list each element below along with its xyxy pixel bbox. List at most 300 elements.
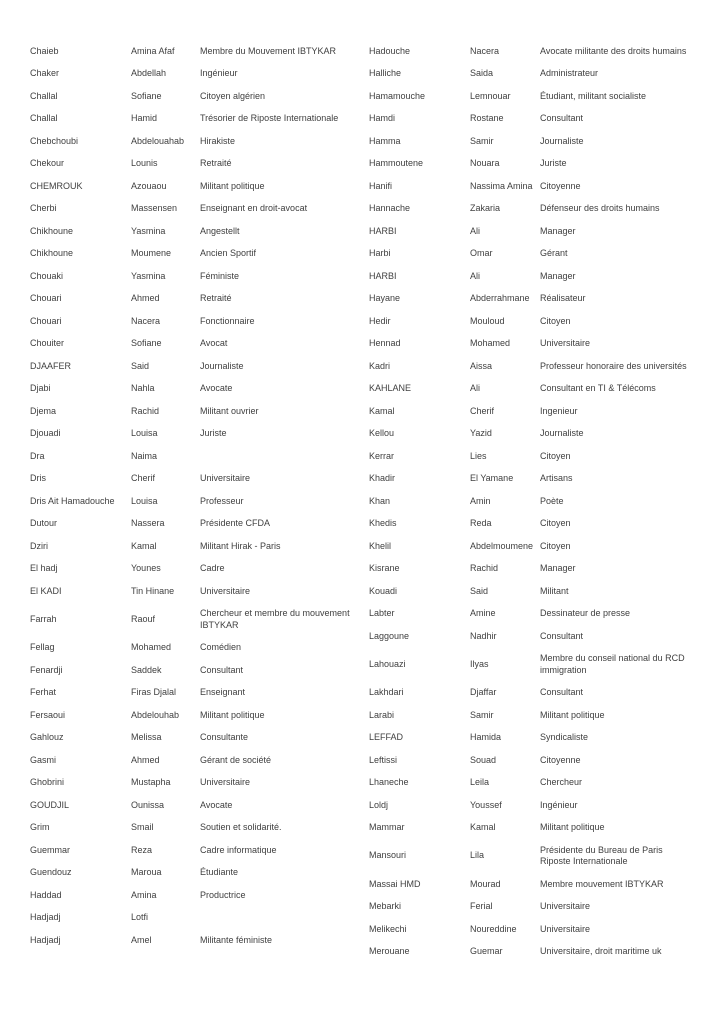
table-row [369, 648, 697, 682]
description-cell: Consultante [200, 732, 249, 742]
last-name-cell: Lahouazi [369, 658, 406, 669]
last-name-cell: Hamma [369, 135, 401, 146]
last-name-cell: Hadouche [369, 45, 411, 56]
description-cell: Syndicaliste [540, 732, 589, 742]
first-name-cell: Omar [470, 248, 493, 258]
last-name-cell: Gahlouz [30, 732, 64, 742]
first-name-cell: Rachid [470, 563, 499, 573]
last-name-cell: Kouadi [369, 585, 398, 596]
description-cell: Artisans [540, 473, 573, 483]
first-name-cell: Nadhir [470, 630, 497, 641]
first-name-cell: Abdelmoumene [470, 540, 534, 551]
first-name-cell: Rachid [131, 405, 160, 416]
first-name-cell: Abdelouhab [131, 709, 180, 720]
first-name-cell: Amina [131, 889, 157, 900]
description-cell: Manager [540, 270, 576, 281]
last-name-cell: Kerrar [369, 450, 395, 461]
last-name-cell: Chaker [30, 68, 60, 78]
description-cell: Poète [540, 495, 564, 506]
table-row [30, 445, 356, 468]
last-name-cell: Melikechi [369, 923, 407, 934]
table-row [30, 513, 356, 536]
table-row [369, 603, 697, 626]
first-name-cell: Nacera [131, 315, 161, 326]
last-name-cell: Djema [30, 405, 57, 416]
description-cell: Universitaire [540, 901, 591, 911]
description-cell: Journaliste [540, 428, 584, 438]
description-cell: Citoyenne [540, 180, 581, 191]
last-name-cell: HARBI [369, 270, 397, 281]
first-name-cell: Nacera [470, 45, 500, 56]
first-name-cell: Abdellah [131, 68, 167, 78]
last-name-cell: DJAAFER [30, 360, 72, 371]
last-name-cell: Fenardji [30, 664, 63, 675]
description-cell: Enseignant en droit-avocat [200, 203, 308, 213]
last-name-cell: Mebarki [369, 901, 402, 911]
table-row [369, 153, 697, 176]
first-name-cell: Saida [470, 68, 494, 78]
description-cell: Hirakiste [200, 135, 236, 146]
last-name-cell: HARBI [369, 225, 397, 236]
description-cell: Citoyen [540, 518, 571, 528]
description-cell: Fonctionnaire [200, 315, 255, 326]
first-name-cell: Hamid [131, 113, 158, 123]
first-name-cell: Mohamed [470, 338, 511, 348]
last-name-cell: Guemmar [30, 844, 71, 855]
description-cell: Militant politique [200, 180, 265, 191]
first-name-cell: Said [131, 360, 150, 371]
first-name-cell: Mustapha [131, 777, 171, 787]
description-cell: Universitaire [200, 777, 251, 787]
table-row [30, 378, 356, 401]
last-name-cell: Dutour [30, 518, 58, 528]
last-name-cell: Farrah [30, 613, 57, 624]
description-cell: Professeur [200, 495, 244, 506]
first-name-cell: Azouaou [131, 180, 167, 191]
first-name-cell: Abderrahmane [470, 293, 530, 303]
description-cell: Ancien Sportif [200, 248, 257, 258]
description-cell: Cadre [200, 563, 225, 573]
table-row [369, 918, 697, 941]
table-row [369, 896, 697, 919]
first-name-cell: El Yamane [470, 473, 514, 483]
description-cell: Avocate militante des droits humains [540, 45, 687, 56]
table-row [30, 862, 356, 885]
table-row [369, 85, 697, 108]
description-cell: Retraité [200, 293, 232, 303]
last-name-cell: Challal [30, 90, 58, 101]
description-cell: Journaliste [540, 135, 584, 146]
description-cell: Militant ouvrier [200, 405, 259, 416]
last-name-cell: Massai HMD [369, 878, 421, 889]
last-name-cell: Lakhdari [369, 687, 404, 697]
last-name-cell: CHEMROUK [30, 180, 83, 191]
last-name-cell: Leftissi [369, 754, 398, 765]
last-name-cell: Chikhoune [30, 225, 74, 236]
table-row [30, 310, 356, 333]
table-row [30, 884, 356, 907]
table-row [30, 727, 356, 750]
table-row [369, 794, 697, 817]
description-cell: Universitaire, droit maritime uk [540, 946, 662, 956]
table-row [369, 423, 697, 446]
last-name-cell: Chouari [30, 315, 62, 326]
table-row [369, 704, 697, 727]
last-name-cell: Chouaki [30, 270, 64, 281]
description-cell: Retraité [200, 158, 232, 168]
first-name-cell: Nassima Amina [470, 180, 533, 191]
description-cell: Défenseur des droits humains [540, 203, 660, 213]
table-row [369, 333, 697, 356]
first-name-cell: Youssef [470, 799, 502, 810]
description-cell: Étudiant, militant socialiste [540, 90, 647, 101]
last-name-cell: Chikhoune [30, 248, 74, 258]
description-cell: Chercheur [540, 777, 583, 787]
last-name-cell: Labter [369, 608, 395, 618]
table-row [30, 198, 356, 221]
table-row [30, 355, 356, 378]
last-name-cell: Dra [30, 450, 45, 461]
description-cell: Universitaire [540, 923, 591, 934]
last-name-cell: Hammoutene [369, 158, 424, 168]
description-cell: Journaliste [200, 360, 244, 371]
table-row [369, 873, 697, 896]
last-name-cell: Khedis [369, 518, 397, 528]
first-name-cell: Naima [131, 450, 158, 461]
last-name-cell: Hamdi [369, 113, 396, 123]
table-row [30, 423, 356, 446]
table-row [30, 85, 356, 108]
first-name-cell: Mourad [470, 878, 501, 889]
first-name-cell: Aissa [470, 360, 493, 371]
description-cell: Militant politique [200, 709, 265, 720]
description-cell: Militant politique [540, 822, 605, 832]
first-name-cell: Amin [470, 495, 491, 506]
table-row [30, 243, 356, 266]
table-row [369, 220, 697, 243]
description-cell: Membre du Mouvement IBTYKAR [200, 45, 337, 56]
description-cell: Ingénieur [540, 799, 578, 810]
last-name-cell: Hennad [369, 338, 401, 348]
table-row [30, 749, 356, 772]
last-name-cell: Kamal [369, 405, 395, 416]
first-name-cell: Melissa [131, 732, 162, 742]
description-cell: Consultant [540, 687, 584, 697]
table-row [30, 130, 356, 153]
first-name-cell: Samir [470, 135, 494, 146]
table-row [369, 130, 697, 153]
last-name-cell: Larabi [369, 709, 395, 720]
description-cell: Féministe [200, 270, 240, 281]
first-name-cell: Mouloud [470, 315, 505, 326]
description-cell: Militant [540, 585, 569, 596]
last-name-cell: Hayane [369, 293, 401, 303]
last-name-cell: Merouane [369, 946, 410, 956]
table-row [30, 400, 356, 423]
description-cell: Cadre informatique [200, 844, 277, 855]
first-name-cell: Firas Djalal [131, 687, 177, 697]
description-cell: Consultant [540, 113, 584, 123]
table-row [30, 535, 356, 558]
first-name-cell: Ali [470, 383, 481, 393]
first-name-cell: Abdelouahab [131, 135, 185, 146]
signatory-list-right-column [369, 40, 697, 963]
table-row [30, 907, 356, 930]
table-row [369, 355, 697, 378]
table-row [369, 310, 697, 333]
table-row [30, 558, 356, 581]
table-row [369, 580, 697, 603]
last-name-cell: Khelil [369, 540, 392, 551]
first-name-cell: Lemnouar [470, 90, 511, 101]
first-name-cell: Zakaria [470, 203, 501, 213]
first-name-cell: Younes [131, 563, 161, 573]
last-name-cell: Fellag [30, 642, 55, 652]
table-row [369, 727, 697, 750]
last-name-cell: Ferhat [30, 687, 57, 697]
first-name-cell: Yasmina [131, 270, 166, 281]
description-cell: Ingénieur [200, 68, 238, 78]
table-row [369, 400, 697, 423]
table-row [369, 772, 697, 795]
last-name-cell: Hannache [369, 203, 411, 213]
description-cell: Gérant de société [200, 754, 272, 765]
last-name-cell: El KADI [30, 585, 62, 596]
table-row [369, 243, 697, 266]
table-row [369, 378, 697, 401]
table-row [30, 704, 356, 727]
last-name-cell: Mansouri [369, 850, 407, 861]
table-row [30, 333, 356, 356]
description-cell: Présidente du Bureau de Paris Riposte Internationale [540, 844, 663, 866]
table-row [369, 265, 697, 288]
last-name-cell: Guendouz [30, 867, 72, 877]
last-name-cell: Chekour [30, 158, 65, 168]
description-cell: Militante féministe [200, 934, 273, 945]
table-row [369, 941, 697, 964]
first-name-cell: Sofiane [131, 338, 162, 348]
first-name-cell: Massensen [131, 203, 178, 213]
description-cell: Membre mouvement IBTYKAR [540, 878, 664, 889]
table-row [30, 772, 356, 795]
description-cell: Universitaire [200, 585, 251, 596]
first-name-cell: Nouara [470, 158, 500, 168]
table-row [30, 288, 356, 311]
last-name-cell: Djabi [30, 383, 51, 393]
description-cell: Avocate [200, 383, 233, 393]
last-name-cell: Chaieb [30, 45, 59, 56]
first-name-cell: Leila [470, 777, 490, 787]
description-cell: Ingenieur [540, 405, 578, 416]
table-row [369, 682, 697, 705]
table-row [30, 659, 356, 682]
last-name-cell: Gasmi [30, 754, 57, 765]
first-name-cell: Guemar [470, 946, 503, 956]
signatory-list-left-column [30, 40, 356, 952]
last-name-cell: Cherbi [30, 203, 57, 213]
first-name-cell: Tin Hinane [131, 585, 175, 596]
table-row [30, 468, 356, 491]
last-name-cell: Dziri [30, 540, 48, 551]
first-name-cell: Raouf [131, 613, 156, 624]
first-name-cell: Maroua [131, 867, 162, 877]
last-name-cell: Loldj [369, 799, 389, 810]
last-name-cell: Khan [369, 495, 391, 506]
table-row [369, 198, 697, 221]
description-cell: Citoyen algérien [200, 90, 266, 101]
first-name-cell: Louisa [131, 428, 158, 438]
table-row [30, 580, 356, 603]
first-name-cell: Lies [470, 450, 487, 461]
description-cell: Avocat [200, 338, 228, 348]
last-name-cell: Haddad [30, 889, 62, 900]
last-name-cell: Lhaneche [369, 777, 409, 787]
first-name-cell: Ounissa [131, 799, 165, 810]
table-row [30, 490, 356, 513]
first-name-cell: Amina Afaf [131, 45, 175, 56]
table-row [30, 63, 356, 86]
first-name-cell: Rostane [470, 113, 504, 123]
table-row [369, 817, 697, 840]
last-name-cell: Hedir [369, 315, 391, 326]
last-name-cell: Dris [30, 473, 46, 483]
description-cell: Réalisateur [540, 293, 586, 303]
first-name-cell: Yazid [470, 428, 492, 438]
first-name-cell: Lounis [131, 158, 158, 168]
description-cell: Juriste [200, 428, 227, 438]
first-name-cell: Cherif [470, 405, 495, 416]
last-name-cell: El hadj [30, 563, 58, 573]
description-cell: Citoyen [540, 450, 571, 461]
description-cell: Étudiante [200, 867, 239, 877]
first-name-cell: Smail [131, 822, 154, 832]
first-name-cell: Nassera [131, 518, 165, 528]
description-cell: Consultant [200, 664, 244, 675]
table-row [369, 445, 697, 468]
first-name-cell: Ahmed [131, 293, 160, 303]
first-name-cell: Sofiane [131, 90, 162, 101]
description-cell: Manager [540, 225, 576, 236]
last-name-cell: Hanifi [369, 180, 393, 191]
table-row [30, 637, 356, 660]
table-row [30, 603, 356, 637]
last-name-cell: Challal [30, 113, 58, 123]
table-row [369, 749, 697, 772]
description-cell: Citoyen [540, 315, 571, 326]
description-cell: Enseignant [200, 687, 246, 697]
first-name-cell: Ahmed [131, 754, 160, 765]
last-name-cell: Halliche [369, 68, 402, 78]
description-cell: Consultant en TI & Télécoms [540, 383, 656, 393]
last-name-cell: Grim [30, 822, 50, 832]
description-cell: Universitaire [200, 473, 251, 483]
last-name-cell: Khadir [369, 473, 396, 483]
description-cell: Chercheur et membre du mouvement IBTYKAR [200, 608, 350, 630]
table-row [30, 175, 356, 198]
table-row [30, 794, 356, 817]
description-cell: Productrice [200, 889, 246, 900]
first-name-cell: Lotfi [131, 912, 149, 922]
last-name-cell: Mammar [369, 822, 405, 832]
first-name-cell: Reda [470, 518, 492, 528]
first-name-cell: Reza [131, 844, 153, 855]
description-cell: Dessinateur de presse [540, 608, 631, 618]
first-name-cell: Louisa [131, 495, 158, 506]
last-name-cell: Chouiter [30, 338, 65, 348]
last-name-cell: Dris Ait Hamadouche [30, 495, 115, 506]
last-name-cell: LEFFAD [369, 732, 404, 742]
table-row [369, 40, 697, 63]
first-name-cell: Nahla [131, 383, 155, 393]
last-name-cell: Kellou [369, 428, 395, 438]
description-cell: Citoyen [540, 540, 571, 551]
last-name-cell: Kisrane [369, 563, 400, 573]
first-name-cell: Said [470, 585, 489, 596]
table-row [30, 682, 356, 705]
last-name-cell: KAHLANE [369, 383, 412, 393]
table-row [369, 513, 697, 536]
first-name-cell: Amine [470, 608, 496, 618]
first-name-cell: Mohamed [131, 642, 172, 652]
last-name-cell: Kadri [369, 360, 391, 371]
table-row [30, 220, 356, 243]
first-name-cell: Djaffar [470, 687, 497, 697]
first-name-cell: Noureddine [470, 923, 517, 934]
description-cell: Manager [540, 563, 576, 573]
first-name-cell: Amel [131, 934, 152, 945]
last-name-cell: Harbi [369, 248, 391, 258]
description-cell: Trésorier de Riposte Internationale [200, 113, 339, 123]
table-row [30, 817, 356, 840]
table-row [369, 288, 697, 311]
table-row [369, 839, 697, 873]
first-name-cell: Kamal [470, 822, 496, 832]
table-row [30, 839, 356, 862]
last-name-cell: GOUDJIL [30, 799, 70, 810]
first-name-cell: Yasmina [131, 225, 166, 236]
table-row [30, 40, 356, 63]
first-name-cell: Ilyas [470, 658, 489, 669]
description-cell: Militant politique [540, 709, 605, 720]
table-row [30, 108, 356, 131]
description-cell: Administrateur [540, 68, 599, 78]
description-cell: Professeur honoraire des universités [540, 360, 687, 371]
first-name-cell: Ali [470, 225, 481, 236]
last-name-cell: Chouari [30, 293, 62, 303]
description-cell: Consultant [540, 630, 584, 641]
table-row [369, 468, 697, 491]
first-name-cell: Cherif [131, 473, 156, 483]
description-cell: Citoyenne [540, 754, 581, 765]
last-name-cell: Laggoune [369, 630, 410, 641]
last-name-cell: Ghobrini [30, 777, 65, 787]
table-row [369, 490, 697, 513]
last-name-cell: Hadjadj [30, 934, 61, 945]
first-name-cell: Souad [470, 754, 497, 765]
last-name-cell: Hamamouche [369, 90, 426, 101]
table-row [369, 108, 697, 131]
table-row [369, 63, 697, 86]
first-name-cell: Moumene [131, 248, 172, 258]
description-cell: Soutien et solidarité. [200, 822, 282, 832]
last-name-cell: Chebchoubi [30, 135, 79, 146]
first-name-cell: Ali [470, 270, 481, 281]
table-row [369, 625, 697, 648]
first-name-cell: Kamal [131, 540, 157, 551]
last-name-cell: Djouadi [30, 428, 61, 438]
first-name-cell: Lila [470, 850, 485, 861]
table-row [369, 535, 697, 558]
